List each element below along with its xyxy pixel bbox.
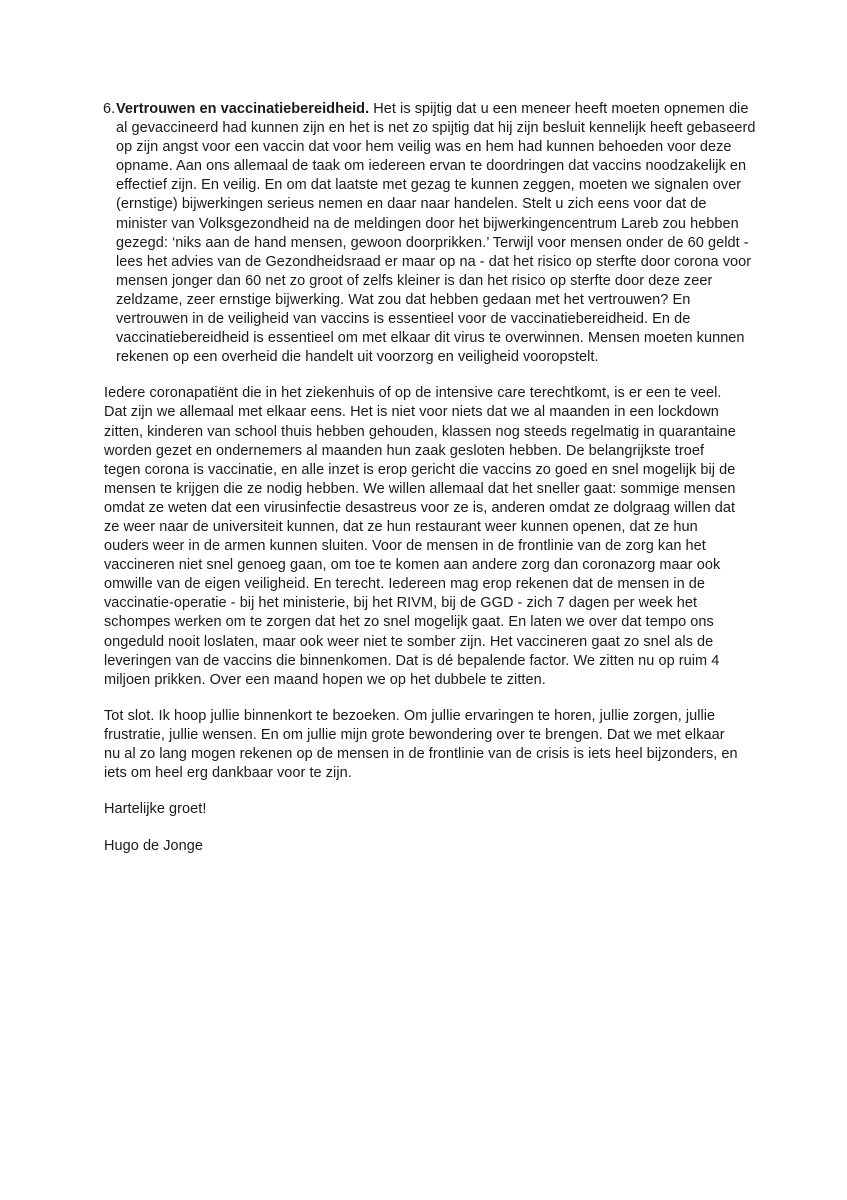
item-number: 6. [103, 101, 116, 117]
numbered-item-6 [104, 100, 758, 367]
item-text: Het is spijtig dat u een meneer heeft moeten opnemen die al gevaccineerd had kunnen zijn en het is net zo spijtig dat hij zijn besluit kennelijk heeft gebaseerd op zijn angst voor een vaccin dat voor hem veilig was en hem had kunnen behoeden voor deze opname. Aan ons allemaal de taak om iedereen ervan te doordringen dat vaccins noodzakelijk en effectief zijn. En veilig. En om dat laatste met gezag te kunnen zeggen, moeten we signalen over (ernstige) bijwerkingen serieus nemen en daar naar handelen. Stelt u zich eens voor dat de minister van Volksgezondheid na de meldingen door het bijwerkingencentrum Lareb zou hebben gezegd: ‘niks aan de hand mensen, gewoon doorprikken.’ Terwijl voor mensen onder de 60 geldt - lees het advies van de Gezondheidsraad er maar op na - dat het risico op sterfte door corona voor mensen jonger dan 60 net zo groot of zelfs kleiner is dan het risico op sterfte door deze zeer zeldzame, zeer ernstige bijwerking. Wat zou dat hebben gedaan met het vertrouwen? En vertrouwen in de veiligheid van vaccins is essentieel voor de vaccinatiebereidheid. En de vaccinatiebereidheid is essentieel om met elkaar dit virus te overwinnen. Mensen moeten kunnen rekenen op een overheid die handelt uit voorzorg en veiligheid vooropstelt. [116, 101, 756, 366]
paragraph-closing-remarks: Tot slot. Ik hoop jullie binnenkort te bezoeken. Om jullie ervaringen te horen, jullie zorgen, jullie frustratie, jullie wensen. En om jullie mijn grote bewondering over te brengen. Dat we met elkaar nu al zo lang mogen rekenen op de mensen in de frontlinie van de crisis is iets heel bijzonders, en iets om heel erg dankbaar voor te zijn. [104, 707, 738, 782]
paragraph-vaccination: Iedere coronapatiënt die in het ziekenhuis of op de intensive care terechtkomt, is er een te veel. Dat zijn we allemaal met elkaar eens. Het is niet voor niets dat we al maanden in een lockdown zitten, kinderen van school thuis hebben gehouden, klassen nog steeds regelmatig in quarantaine worden gezet en ondernemers al maanden hun zaak gesloten hebben. De belangrijkste troef tegen corona is vaccinatie, en alle inzet is erop gericht die vaccins zo goed en snel mogelijk bij de mensen te krijgen die ze nodig hebben. We willen allemaal dat het sneller gaat: sommige mensen omdat ze weten dat een virusinfectie desastreus voor ze is, anderen omdat ze dolgraag willen dat ze weer naar de universiteit kunnen, dat ze hun restaurant weer kunnen openen, dat ze hun ouders weer in de armen kunnen sluiten. Voor de mensen in de frontlinie van de zorg kan het vaccineren niet snel genoeg gaan, om toe te komen aan andere zorg dan coronazorg maar ook omwille van de eigen veiligheid. En terecht. Iedereen mag erop rekenen dat de mensen in de vaccinatie-operatie - bij het ministerie, bij het RIVM, bij de GGD - zich 7 dagen per week het schompes werken om te zorgen dat het zo snel mogelijk gaat. En laten we over dat tempo ons ongeduld nooit loslaten, maar ook weer niet te somber zijn. Het vaccineren gaat zo snel als de leveringen van de vaccins die binnenkomen. Dat is dé bepalende factor. We zitten nu op ruim 4 miljoen prikken. Over een maand hopen we op het dubbele te zitten. [104, 385, 736, 688]
item-heading: Vertrouwen en vaccinatiebereidheid. [116, 101, 370, 117]
closing-greeting: Hartelijke groet! [104, 801, 207, 818]
signature-name: Hugo de Jonge [104, 838, 204, 855]
letter-body [103, 100, 756, 874]
